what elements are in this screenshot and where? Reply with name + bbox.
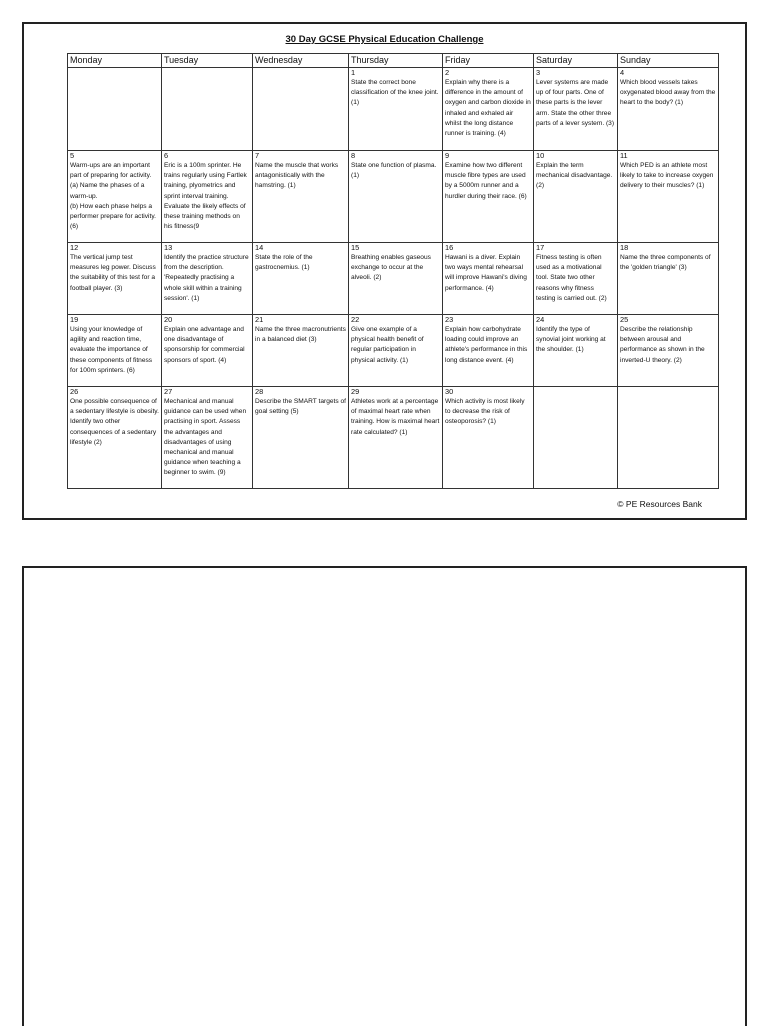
day-number: 22 [351, 315, 360, 324]
day-number: 14 [255, 243, 264, 252]
day-number: 30 [445, 387, 454, 396]
day-cell [349, 243, 443, 315]
blank-page [22, 566, 747, 1026]
day-cell-content [70, 151, 159, 242]
day-question: Which blood vessels takes oxygenated blood away from the heart to the body? (1) [620, 79, 716, 107]
day-cell-content [351, 151, 440, 242]
day-cell-content [70, 68, 159, 150]
day-question: State one function of plasma. (1) [351, 162, 437, 180]
day-cell-content [255, 68, 346, 150]
day-cell-content [351, 243, 440, 314]
day-cell [253, 243, 349, 315]
day-cell [534, 151, 618, 243]
day-cell [349, 68, 443, 151]
day-cell-content [255, 387, 346, 488]
day-cell-content [164, 315, 250, 386]
day-cell-content [536, 151, 615, 242]
day-number: 5 [70, 151, 75, 160]
header-thursday: Thursday [349, 54, 443, 68]
day-question: Breathing enables gaseous exchange to occur at the alveoli. (2) [351, 254, 431, 282]
day-cell-content [351, 387, 440, 488]
day-number: 10 [536, 151, 545, 160]
day-cell-content [70, 243, 159, 314]
day-number: 7 [255, 151, 260, 160]
day-cell [618, 68, 719, 151]
day-cell-content [536, 387, 615, 488]
day-cell [618, 243, 719, 315]
worksheet-page [22, 22, 747, 520]
day-question: State the role of the gastrocnemius. (1) [255, 254, 313, 272]
day-cell-content [164, 243, 250, 314]
document-title: 30 Day GCSE Physical Education Challenge [285, 34, 484, 45]
day-cell [349, 387, 443, 489]
day-number: 19 [70, 315, 79, 324]
day-number: 6 [164, 151, 169, 160]
day-cell [618, 315, 719, 387]
day-number: 9 [445, 151, 450, 160]
day-question: Explain why there is a difference in the amount of oxygen and carbon dioxide in inhaled and exhaled air whilst the long distance runner is training. (4) [445, 79, 531, 138]
day-number: 3 [536, 68, 541, 77]
day-cell [534, 68, 618, 151]
day-cell-content [620, 387, 716, 488]
day-question: Hawani is a diver. Explain two ways mental rehearsal will improve Hawani's diving performance. (4) [445, 254, 527, 292]
week-row [68, 151, 719, 243]
day-cell-content [445, 68, 531, 150]
day-number: 13 [164, 243, 173, 252]
day-question: Examine how two different muscle fibre types are used by a 5000m runner and a hurdler during their race. (6) [445, 162, 527, 200]
calendar-table [67, 53, 719, 489]
day-cell-content [351, 315, 440, 386]
day-question: Lever systems are made up of four parts. One of these parts is the lever arm. State the other three parts of a lever system. (3) [536, 79, 615, 127]
day-question: Name the three components of the 'golden triangle' (3) [620, 254, 711, 272]
day-cell [162, 387, 253, 489]
day-number: 11 [620, 151, 628, 160]
day-question: Give one example of a physical health benefit of regular participation in physical activity. (1) [351, 326, 424, 364]
day-cell [534, 315, 618, 387]
day-cell [349, 315, 443, 387]
header-row [68, 54, 719, 68]
day-cell [443, 387, 534, 489]
day-number: 23 [445, 315, 454, 324]
day-number: 18 [620, 243, 629, 252]
day-question: Which PED is an athlete most likely to take to increase oxygen delivery to their muscles? (1) [620, 162, 714, 190]
day-number: 15 [351, 243, 360, 252]
day-number: 17 [536, 243, 545, 252]
empty-day-cell [162, 68, 253, 151]
day-number: 20 [164, 315, 173, 324]
day-question: Warm-ups are an important part of preparing for activity. (a) Name the phases of a warm-up. (b) How each phase helps a performer prepare for activity. (6) [70, 162, 156, 231]
day-number: 21 [255, 315, 264, 324]
day-cell-content [536, 243, 615, 314]
day-number: 2 [445, 68, 450, 77]
day-cell-content [445, 243, 531, 314]
day-question: State the correct bone classification of the knee joint. (1) [351, 79, 439, 107]
day-cell-content [445, 387, 531, 488]
day-cell-content [445, 315, 531, 386]
day-cell-content [164, 68, 250, 150]
day-cell [534, 243, 618, 315]
day-cell [68, 243, 162, 315]
day-question: Name the three macronutrients in a balanced diet (3) [255, 326, 346, 344]
day-cell-content [255, 243, 346, 314]
day-cell [253, 387, 349, 489]
day-cell [443, 315, 534, 387]
header-tuesday: Tuesday [162, 54, 253, 68]
day-cell-content [445, 151, 531, 242]
day-question: Using your knowledge of agility and reaction time, evaluate the importance of these components of fitness for 100m sprinters. (6) [70, 326, 153, 374]
day-cell [68, 151, 162, 243]
header-sunday: Sunday [618, 54, 719, 68]
week-row [68, 68, 719, 151]
day-cell-content [620, 315, 716, 386]
day-cell-content [351, 68, 440, 150]
day-question: Explain the term mechanical disadvantage. (2) [536, 162, 613, 190]
empty-day-cell [253, 68, 349, 151]
day-number: 4 [620, 68, 625, 77]
day-question: The vertical jump test measures leg power. Discuss the suitability of this test for a football player. (3) [70, 254, 156, 292]
empty-day-cell [534, 387, 618, 489]
header-wednesday: Wednesday [253, 54, 349, 68]
day-cell [618, 151, 719, 243]
day-question: Describe the relationship between arousal and performance as shown in the inverted-U theory. (2) [620, 326, 705, 364]
day-question: Which activity is most likely to decrease the risk of osteoporosis? (1) [445, 398, 525, 426]
day-cell [162, 315, 253, 387]
empty-day-cell [618, 387, 719, 489]
day-cell [443, 68, 534, 151]
day-cell-content [620, 151, 716, 242]
day-cell-content [620, 68, 716, 150]
week-row [68, 387, 719, 489]
day-question: Explain one advantage and one disadvantage of sponsorship for commercial sponsors of sport. (4) [164, 326, 245, 364]
day-cell-content [255, 151, 346, 242]
day-cell-content [255, 315, 346, 386]
header-saturday: Saturday [534, 54, 618, 68]
day-number: 12 [70, 243, 79, 252]
day-cell [443, 151, 534, 243]
day-number: 16 [445, 243, 454, 252]
week-row [68, 315, 719, 387]
week-row [68, 243, 719, 315]
day-number: 26 [70, 387, 79, 396]
day-number: 24 [536, 315, 545, 324]
day-number: 25 [620, 315, 629, 324]
copyright-notice: © PE Resources Bank [617, 499, 702, 509]
day-cell-content [536, 315, 615, 386]
day-cell [68, 387, 162, 489]
day-cell [68, 315, 162, 387]
header-friday: Friday [443, 54, 534, 68]
day-number: 28 [255, 387, 264, 396]
day-number: 27 [164, 387, 173, 396]
day-cell [443, 243, 534, 315]
day-question: Fitness testing is often used as a motivational tool. State two other reasons why fitness testing is carried out. (2) [536, 254, 607, 302]
day-number: 8 [351, 151, 356, 160]
day-question: Name the muscle that works antagonistically with the hamstring. (1) [255, 162, 339, 190]
day-question: One possible consequence of a sedentary lifestyle is obesity. Identify two other consequences of a sedentary lifestyle (2) [70, 398, 159, 446]
day-number: 29 [351, 387, 360, 396]
day-cell-content [70, 315, 159, 386]
day-question: Athletes work at a percentage of maximal heart rate when training. How is maximal heart rate calculated? (1) [351, 398, 440, 436]
day-number: 1 [351, 68, 356, 77]
day-cell [162, 243, 253, 315]
day-cell-content [620, 243, 716, 314]
day-cell [253, 315, 349, 387]
day-question: Eric is a 100m sprinter. He trains regularly using Fartlek training, plyometrics and sprint interval training. Evaluate the likely effects of these training methods on his fitness(9 [164, 162, 247, 231]
day-cell-content [70, 387, 159, 488]
day-cell [253, 151, 349, 243]
day-cell-content [536, 68, 615, 150]
header-monday: Monday [68, 54, 162, 68]
day-cell-content [164, 151, 250, 242]
day-cell [162, 151, 253, 243]
day-question: Describe the SMART targets of goal setting (5) [255, 398, 346, 416]
day-cell [349, 151, 443, 243]
day-question: Identify the type of synovial joint working at the shoulder. (1) [536, 326, 606, 354]
day-question: Mechanical and manual guidance can be used when practising in sport. Assess the advantages and disadvantages of using mechanical and manual guidance when teaching a beginner to swim. (9) [164, 398, 247, 477]
empty-day-cell [68, 68, 162, 151]
day-question: Explain how carbohydrate loading could improve an athlete's performance in this long distance event. (4) [445, 326, 528, 364]
day-question: Identify the practice structure from the description. 'Repeatedly practising a whole skill within a training session'. (1) [164, 254, 249, 302]
day-cell-content [164, 387, 250, 488]
